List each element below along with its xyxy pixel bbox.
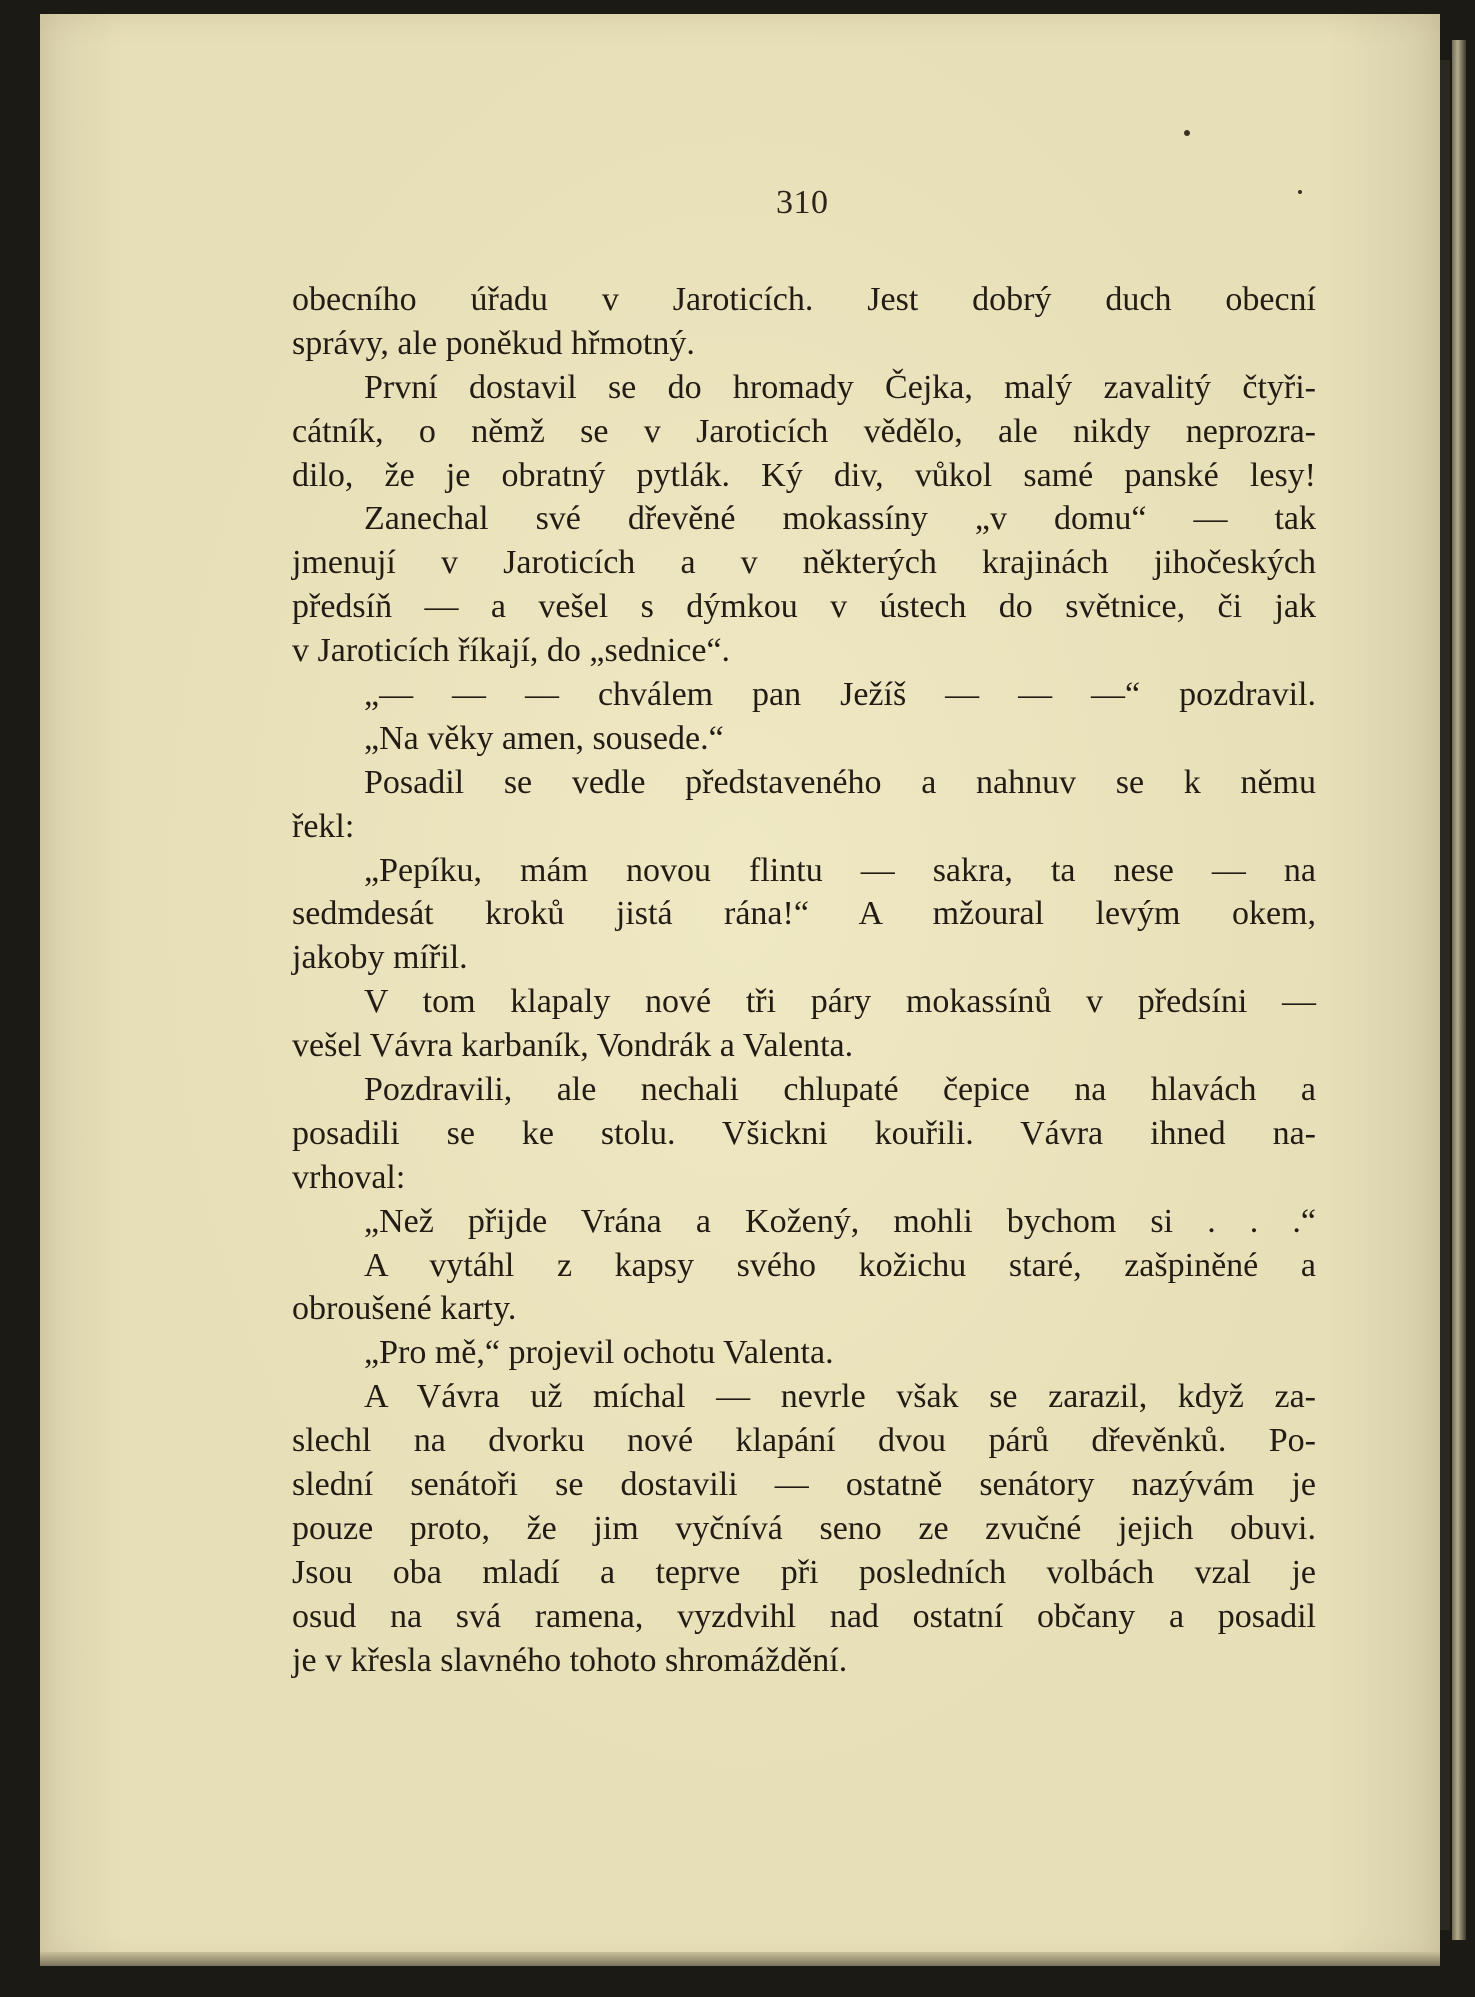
text-line: osud na svá ramena, vyzdvihl nad ostatní občany a posadil <box>292 1597 1316 1635</box>
text-line: v Jaroticích říkají, do „sednice“. <box>292 632 731 670</box>
text-line: slechl na dvorku nové klapání dvou párů dřevěnků. Po- <box>292 1422 1316 1460</box>
text-line: Jsou oba mladí a teprve při posledních volbách vzal je <box>292 1553 1316 1591</box>
page-gutter-shadow <box>1440 60 1450 1930</box>
text-line: vrhoval: <box>292 1158 406 1196</box>
ink-speck <box>1298 190 1302 194</box>
text-line: jmenují v Jaroticích a v některých krajinách jihočeských <box>292 544 1316 582</box>
text-line: je v křesla slavného tohoto shromáždění. <box>292 1641 848 1679</box>
page-number: 310 <box>776 184 829 221</box>
ink-speck <box>1184 130 1190 136</box>
text-line: „Na věky amen, sousede.“ <box>364 719 724 757</box>
text-line: jakoby mířil. <box>292 939 468 977</box>
text-line: Zanechal své dřevěné mokassíny „v domu“ — tak <box>364 500 1316 538</box>
text-line: obroušené karty. <box>292 1290 517 1328</box>
text-line: „Než přijde Vrána a Kožený, mohli bychom si . . .“ <box>364 1202 1316 1240</box>
text-line: „— — — chválem pan Ježíš — — —“ pozdravil. <box>364 676 1316 714</box>
text-line: vešel Vávra karbaník, Vondrák a Valenta. <box>292 1027 854 1065</box>
text-line: „Pro mě,“ projevil ochotu Valenta. <box>364 1334 834 1372</box>
text-line: sedmdesát kroků jistá rána!“ A mžoural levým okem, <box>292 895 1316 933</box>
text-line: řekl: <box>292 807 355 845</box>
text-line: dilo, že je obratný pytlák. Ký div, vůkol samé panské lesy! <box>292 456 1316 494</box>
text-line: správy, ale poněkud hřmotný. <box>292 324 695 362</box>
text-line: Pozdravili, ale nechali chlupaté čepice na hlavách a <box>364 1071 1316 1109</box>
text-line: slední senátoři se dostavili — ostatně senátory nazývám je <box>292 1466 1316 1504</box>
text-line: První dostavil se do hromady Čejka, malý zavalitý čtyři- <box>364 368 1316 406</box>
text-line: pouze proto, že jim vyčnívá seno ze zvučné jejich obuvi. <box>292 1509 1316 1547</box>
text-line: obecního úřadu v Jaroticích. Jest dobrý duch obecní <box>292 281 1316 318</box>
page-edge <box>1452 40 1466 1940</box>
text-line: A vytáhl z kapsy svého kožichu staré, zašpiněné a <box>364 1246 1316 1284</box>
page-bottom-edge <box>40 1952 1440 1966</box>
text-line: V tom klapaly nové tři páry mokassínů v předsíni — <box>364 983 1316 1021</box>
text-line: „Pepíku, mám novou flintu — sakra, ta nese — na <box>364 851 1316 889</box>
body-text <box>292 278 1316 1683</box>
text-line: A Vávra už míchal — nevrle však se zarazil, když za- <box>364 1378 1316 1416</box>
text-line: posadili se ke stolu. Všickni kouřili. Vávra ihned na- <box>292 1114 1316 1152</box>
text-line: Posadil se vedle představeného a nahnuv se k němu <box>364 763 1316 801</box>
text-line: cátník, o němž se v Jaroticích vědělo, ale nikdy neprozra- <box>292 412 1316 450</box>
text-line: předsíň — a vešel s dýmkou v ústech do světnice, či jak <box>292 588 1316 626</box>
